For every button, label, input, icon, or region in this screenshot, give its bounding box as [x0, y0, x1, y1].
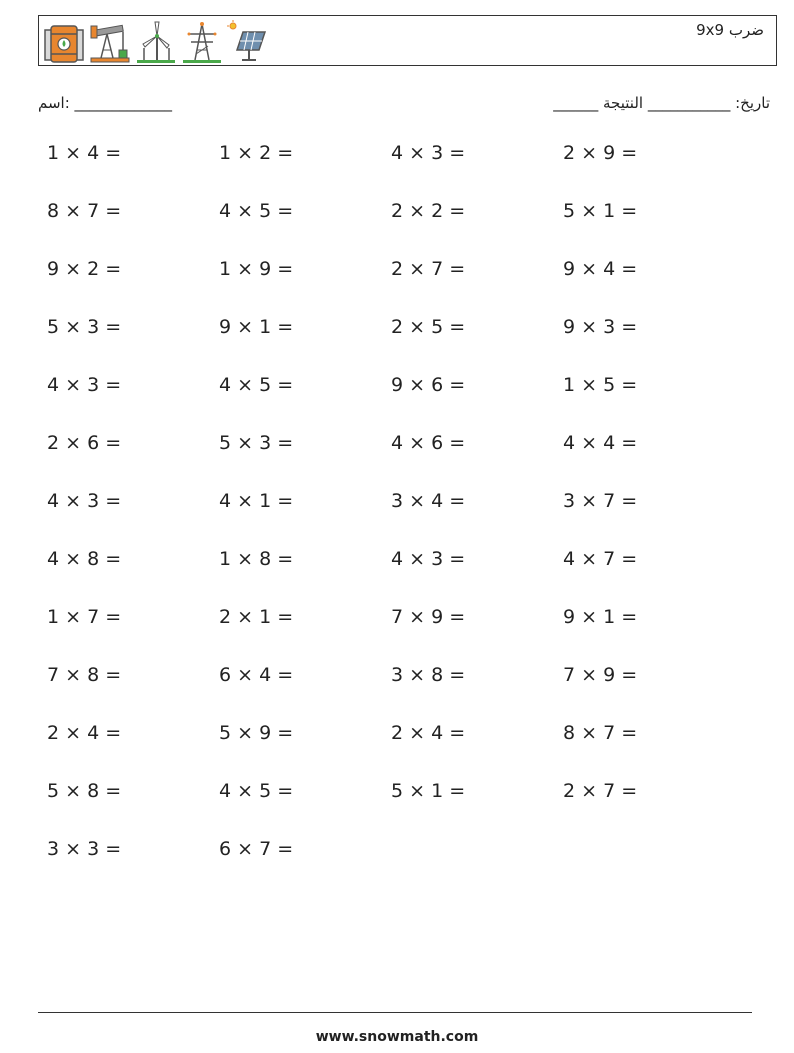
problem-item: 4 × 7 = — [563, 548, 638, 570]
problem-item: 2 × 4 = — [391, 722, 466, 744]
problem-item: 9 × 1 = — [219, 316, 294, 338]
power-tower-icon — [181, 20, 223, 64]
problem-item: 9 × 4 = — [563, 258, 638, 280]
problem-item: 7 × 8 = — [47, 664, 122, 686]
worksheet-header — [38, 15, 777, 66]
problem-item: 6 × 7 = — [219, 838, 294, 860]
problem-item: 3 × 7 = — [563, 490, 638, 512]
problem-item: 1 × 4 = — [47, 142, 122, 164]
name-field-label: اسم: _____________ — [38, 94, 173, 112]
problem-item: 4 × 3 = — [391, 548, 466, 570]
problem-item: 2 × 4 = — [47, 722, 122, 744]
problem-item: 4 × 3 = — [47, 490, 122, 512]
problem-item: 5 × 9 = — [219, 722, 294, 744]
problem-item: 2 × 7 = — [391, 258, 466, 280]
oil-pump-icon — [89, 20, 131, 64]
problem-item: 3 × 4 = — [391, 490, 466, 512]
problem-item: 6 × 4 = — [219, 664, 294, 686]
problem-item: 5 × 1 = — [563, 200, 638, 222]
problem-item: 3 × 8 = — [391, 664, 466, 686]
problem-item: 5 × 3 = — [219, 432, 294, 454]
date-score-field-label: تاريخ: ___________ النتيجة ______ — [553, 94, 770, 112]
problem-item: 1 × 9 = — [219, 258, 294, 280]
problem-item: 4 × 5 = — [219, 780, 294, 802]
problem-item: 4 × 6 = — [391, 432, 466, 454]
problem-item: 3 × 3 = — [47, 838, 122, 860]
problem-item: 2 × 6 = — [47, 432, 122, 454]
problem-item: 1 × 8 = — [219, 548, 294, 570]
oil-barrel-icon — [43, 20, 85, 64]
footer-site: www.snowmath.com — [315, 1029, 479, 1045]
problem-item: 5 × 3 = — [47, 316, 122, 338]
problem-grid — [38, 142, 738, 896]
problem-item: 2 × 9 = — [563, 142, 638, 164]
problem-item: 1 × 5 = — [563, 374, 638, 396]
problem-item: 4 × 5 = — [219, 374, 294, 396]
problem-item: 2 × 7 = — [563, 780, 638, 802]
problem-item: 2 × 5 = — [391, 316, 466, 338]
problem-item: 1 × 2 = — [219, 142, 294, 164]
problem-item: 8 × 7 = — [47, 200, 122, 222]
problem-item: 9 × 6 = — [391, 374, 466, 396]
problem-item: 9 × 1 = — [563, 606, 638, 628]
problem-item: 1 × 7 = — [47, 606, 122, 628]
problem-item: 7 × 9 = — [391, 606, 466, 628]
problem-item: 9 × 3 = — [563, 316, 638, 338]
wind-turbine-icon — [135, 20, 177, 64]
header-icons — [43, 20, 269, 64]
solar-panel-icon — [227, 20, 269, 64]
problem-item: 5 × 1 = — [391, 780, 466, 802]
problem-item: 4 × 4 = — [563, 432, 638, 454]
problem-item: 9 × 2 = — [47, 258, 122, 280]
problem-item: 2 × 1 = — [219, 606, 294, 628]
footer-divider — [38, 1012, 752, 1013]
worksheet-title: ضرب 9x9 — [696, 21, 764, 39]
problem-item: 4 × 8 = — [47, 548, 122, 570]
problem-item: 8 × 7 = — [563, 722, 638, 744]
problem-item: 4 × 5 = — [219, 200, 294, 222]
problem-item: 5 × 8 = — [47, 780, 122, 802]
problem-item: 4 × 1 = — [219, 490, 294, 512]
problem-item: 4 × 3 = — [391, 142, 466, 164]
problem-item: 7 × 9 = — [563, 664, 638, 686]
problem-item: 4 × 3 = — [47, 374, 122, 396]
problem-item: 2 × 2 = — [391, 200, 466, 222]
